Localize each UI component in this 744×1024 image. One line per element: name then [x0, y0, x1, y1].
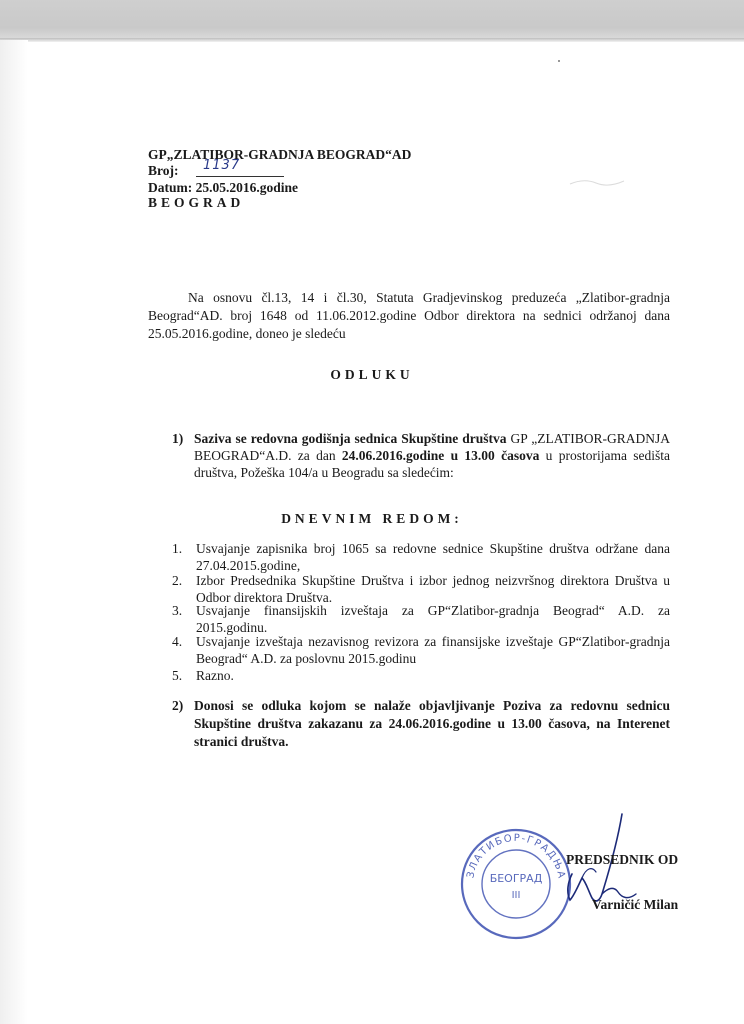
decision-item-1 [172, 430, 670, 481]
broj-underline [196, 176, 284, 177]
agenda-item [172, 633, 670, 667]
decision-number: 1) [172, 431, 184, 446]
decision-text [194, 430, 670, 481]
agenda-title: DNEVNIM REDOM: [281, 511, 463, 526]
agenda-item [172, 572, 670, 606]
agenda-text: Usvajanje zapisnika broj 1065 sa redovne sednice Skupštine društva održane dana 27.04.2015.godine, [196, 541, 670, 573]
decision-title: ODLUKU [330, 367, 414, 382]
scan-speck [558, 60, 560, 62]
decision-bold: Saziva se redovna godišnja sednica Skupštine društva [194, 431, 507, 446]
agenda-number: 1. [172, 541, 183, 556]
stamp-center-number: III [511, 890, 521, 901]
agenda-number: 2. [172, 573, 183, 588]
agenda-number: 4. [172, 634, 183, 649]
stamp-ring-text: ЗЛАТИБОР-ГРАДЊА [465, 832, 567, 881]
agenda-text: Usvajanje finansijskih izveštaja za GP“Zlatibor-gradnja Beograd“ A.D. za 2015.godinu. [196, 603, 670, 635]
decision-text: GP „ZLATIBOR-GRADNJA BEOGRAD“A.D. za dan [194, 431, 670, 463]
decision-date: 24.06.2016.godine u 13.00 časova [341, 448, 540, 463]
decision-item-2 [172, 697, 670, 751]
agenda-item [172, 602, 670, 636]
datum: Datum: 25.05.2016.godine [148, 180, 299, 195]
signature-name: Varničić Milan [592, 897, 679, 912]
decision-text: Donosi se odluka kojom se nalaže objavljivanje Poziva za redovnu sednicu Skupštine društva zakazanu za 24.06.2016.godine u 13.00 časova, na Interenet stranici društva. [194, 698, 670, 749]
agenda-text: Izbor Predsednika Skupštine Društva i izbor jednog neizvršnog direktora Društva u Odbor direktora Društva. [196, 573, 670, 605]
agenda-number: 3. [172, 603, 183, 618]
agenda-item [172, 540, 670, 574]
agenda-text: Razno. [196, 668, 234, 683]
intro-paragraph: Na osnovu čl.13, 14 i čl.30, Statuta Gradjevinskog preduzeća „Zlatibor-gradnja Beograd“AD. broj 1648 od 11.06.2012.godine Odbor direktora na sednici održanoj dana 25.05.2016.godine, doneo je sledeću [148, 290, 670, 341]
broj-handwritten: 1137 [203, 158, 241, 173]
agenda-text: Usvajanje izveštaja nezavisnog revizora za finansijske izveštaje GP“Zlatibor-gradnja Beograd“ A.D. za poslovnu 2015.godinu [196, 634, 670, 666]
faint-pencil-mark [566, 175, 636, 189]
agenda-number: 5. [172, 668, 183, 683]
decision-text: u prostorijama sedišta društva, Požeška 104/a u Beogradu sa sledećim: [194, 448, 671, 480]
broj-label: Broj: [148, 163, 179, 178]
stamp-center-city: БЕОГРАД [489, 872, 543, 885]
company-name: GP„ZLATIBOR-GRADNJA BEOGRAD“AD [148, 147, 412, 162]
agenda-item [172, 667, 670, 684]
signature-title: PREDSEDNIK OD [566, 852, 679, 867]
decision-number: 2) [172, 698, 184, 713]
city: BEOGRAD [148, 195, 245, 210]
